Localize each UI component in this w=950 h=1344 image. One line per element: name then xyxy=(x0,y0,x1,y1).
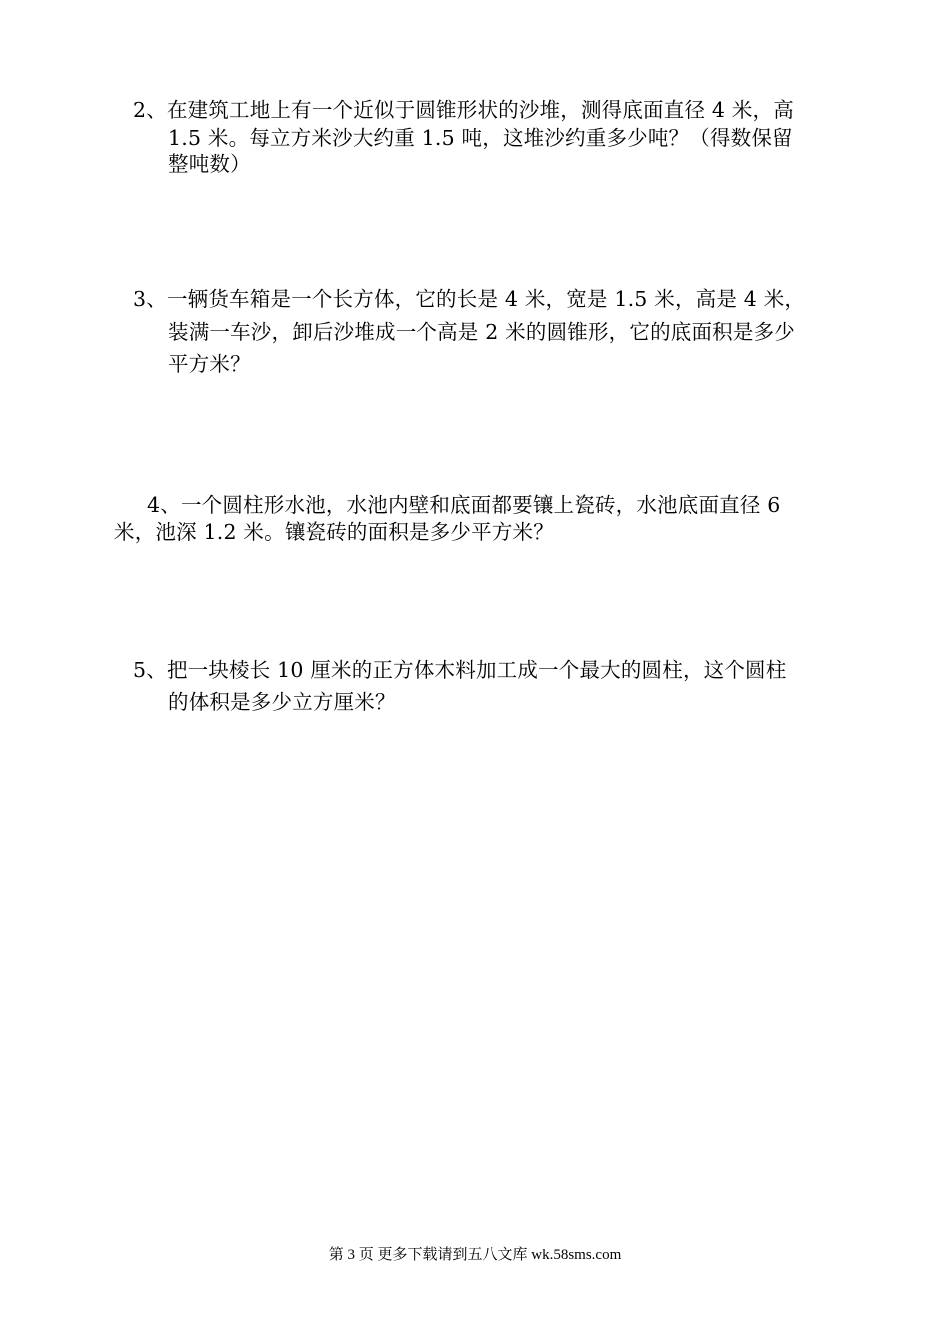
problem-2-line-2: 1.5 米。每立方米沙大约重 1.5 吨，这堆沙约重多少吨？（得数保留 xyxy=(168,126,793,150)
problem-2-line-3: 整吨数） xyxy=(168,152,251,176)
problem-3-line-2: 装满一车沙，卸后沙堆成一个高是 2 米的圆锥形，它的底面积是多少 xyxy=(168,320,795,344)
problem-4-line-2: 米，池深 1.2 米。镶瓷砖的面积是多少平方米？ xyxy=(114,520,554,544)
problem-5-line-2: 的体积是多少立方厘米？ xyxy=(168,690,396,714)
problem-3-line-1: 3、一辆货车箱是一个长方体，它的长是 4 米，宽是 1.5 米，高是 4 米， xyxy=(133,287,806,311)
problem-3-line-3: 平方米？ xyxy=(168,352,251,376)
problem-2-line-1: 2、在建筑工地上有一个近似于圆锥形状的沙堆，测得底面直径 4 米，高 xyxy=(133,98,794,122)
problem-5-line-1: 5、把一块棱长 10 厘米的正方体木料加工成一个最大的圆柱，这个圆柱 xyxy=(133,658,787,682)
problem-4-line-1: 4、一个圆柱形水池，水池内壁和底面都要镶上瓷砖，水池底面直径 6 xyxy=(147,493,781,517)
page-footer: 第 3 页 更多下载请到五八文库 wk.58sms.com xyxy=(328,1247,622,1263)
